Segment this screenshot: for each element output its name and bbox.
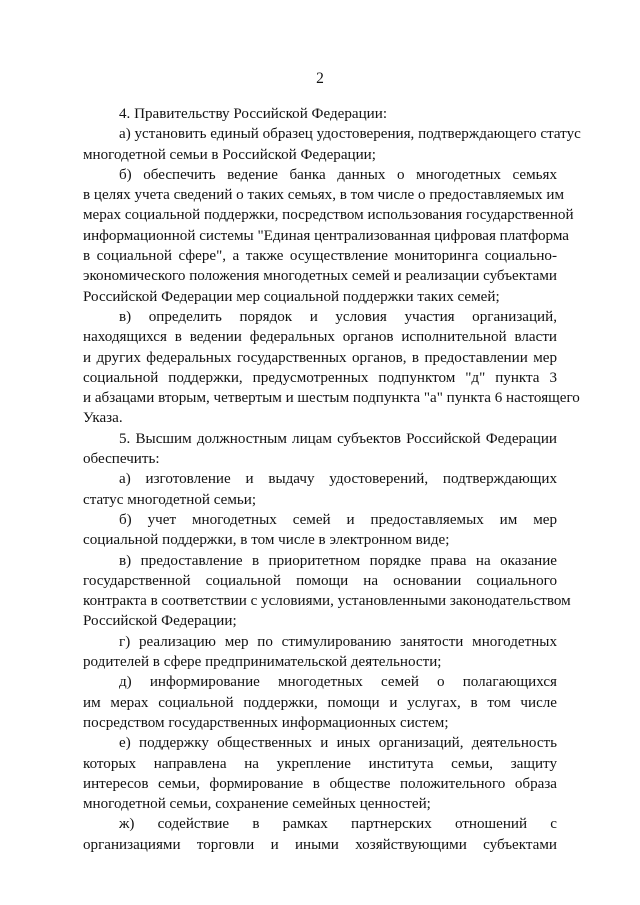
text-line: государственной социальной помощи на основании социального xyxy=(83,572,557,589)
paragraph-item-5g xyxy=(83,632,557,673)
text-line: в) определить порядок и условия участия организаций, xyxy=(119,308,557,325)
paragraph-item-5v xyxy=(83,551,571,632)
text-line: им мерах социальной поддержки, помощи и услугах, в том числе xyxy=(83,694,557,711)
text-line: г) реализацию мер по стимулированию занятости многодетных xyxy=(119,633,557,650)
text-line: Российской Федерации; xyxy=(83,613,237,630)
text-line: многодетной семьи, сохранение семейных ценностей; xyxy=(83,796,431,813)
paragraph-item-5zh xyxy=(83,814,557,855)
text-line: а) установить единый образец удостоверения, подтверждающего статус xyxy=(119,126,581,143)
text-line: в целях учета сведений о таких семьях, в том числе о предоставляемых им xyxy=(83,187,564,204)
paragraph-item-4b xyxy=(83,165,574,307)
text-line: в социальной сфере", а также осуществление мониторинга социально- xyxy=(83,248,557,265)
text-line: информационной системы "Единая централизованная цифровая платформа xyxy=(83,227,569,244)
paragraph-item-5b xyxy=(83,510,557,551)
paragraph-item-4a xyxy=(83,124,581,165)
text-line: интересов семьи, формирование в обществе положительного образа xyxy=(83,775,557,792)
text-line: б) учет многодетных семей и предоставляемых им мер xyxy=(119,511,557,528)
page-number: 2 xyxy=(316,70,324,87)
text-line: родителей в сфере предпринимательской деятельности; xyxy=(83,654,442,671)
paragraph-item-5d xyxy=(83,672,557,733)
text-line: мерах социальной поддержки, посредством использования государственной xyxy=(83,207,574,224)
document-body xyxy=(83,104,581,855)
text-line: контракта в соответствии с условиями, установленными законодательством xyxy=(83,593,571,610)
text-line: и абзацами вторым, четвертым и шестым подпункта "а" пункта 6 настоящего xyxy=(83,390,580,407)
text-line: находящихся в ведении федеральных органов исполнительной власти xyxy=(83,329,557,346)
text-line: экономического положения многодетных семей и реализации субъектами xyxy=(83,268,557,285)
paragraph-item-5 xyxy=(83,429,557,470)
text-line: е) поддержку общественных и иных организаций, деятельность xyxy=(119,735,557,752)
paragraph-item-5e xyxy=(83,733,557,814)
text-line: ж) содействие в рамках партнерских отношений с xyxy=(119,816,557,833)
paragraph-item-4 xyxy=(83,104,557,124)
text-line: и других федеральных государственных органов, в предоставлении мер xyxy=(83,349,557,366)
text-line: обеспечить: xyxy=(83,451,160,468)
text-line: б) обеспечить ведение банка данных о многодетных семьях xyxy=(119,166,557,183)
text-line: 5. Высшим должностным лицам субъектов Российской Федерации xyxy=(119,430,557,447)
text-line: которых направлена на укрепление института семьи, защиту xyxy=(83,755,557,772)
text-line: социальной поддержки, в том числе в электронном виде; xyxy=(83,532,450,549)
text-line: социальной поддержки, предусмотренных подпунктом "д" пункта 3 xyxy=(83,369,557,386)
text-line: д) информирование многодетных семей о полагающихся xyxy=(119,674,557,691)
text-line: Российской Федерации мер социальной поддержки таких семей; xyxy=(83,288,500,305)
text-line: а) изготовление и выдачу удостоверений, подтверждающих xyxy=(119,471,557,488)
text-line: Указа. xyxy=(83,410,123,427)
text-line: статус многодетной семьи; xyxy=(83,491,257,508)
text-line: в) предоставление в приоритетном порядке права на оказание xyxy=(119,552,557,569)
text-line: организациями торговли и иными хозяйствующими субъектами xyxy=(83,836,557,853)
text-line: посредством государственных информационных систем; xyxy=(83,714,449,731)
text-line: 4. Правительству Российской Федерации: xyxy=(119,106,388,122)
paragraph-item-5a xyxy=(83,469,557,510)
text-line: многодетной семьи в Российской Федерации; xyxy=(83,146,376,163)
paragraph-item-4v xyxy=(83,307,580,429)
